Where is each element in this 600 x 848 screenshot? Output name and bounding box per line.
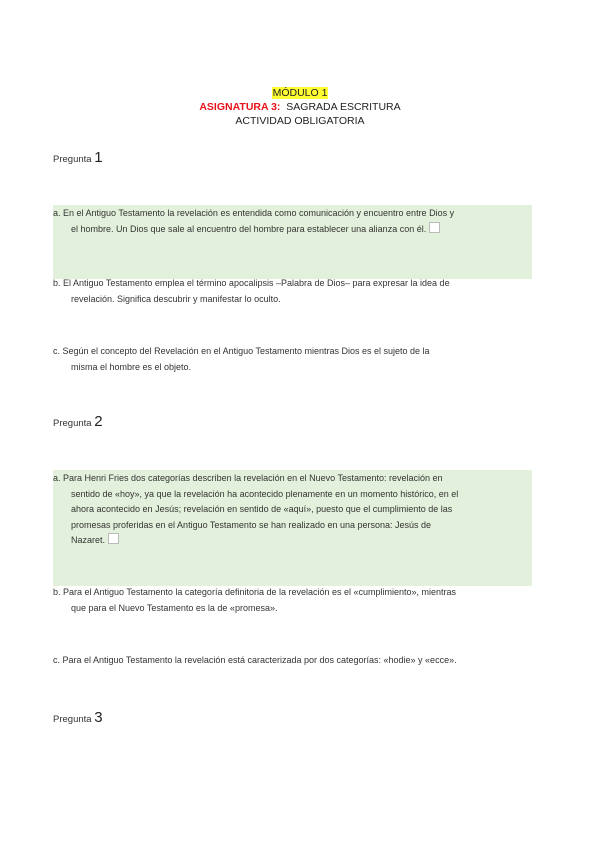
question-2-option-b[interactable] bbox=[53, 585, 532, 616]
option-line: el hombre. Un Dios que sale al encuentro del hombre para establecer una alianza con él. bbox=[53, 222, 532, 238]
activity-title: ACTIVIDAD OBLIGATORIA bbox=[235, 115, 365, 127]
question-2-option-c[interactable] bbox=[53, 653, 532, 669]
option-line: promesas proferidas en el Antiguo Testamento se han realizado en una persona: Jesús de bbox=[71, 519, 432, 530]
option-line: b. El Antiguo Testamento emplea el término apocalipsis –Palabra de Dios– para expresar la idea de bbox=[53, 278, 450, 288]
subject-name: SAGRADA ESCRITURA bbox=[286, 101, 401, 113]
checkbox-icon[interactable] bbox=[429, 222, 440, 233]
question-number: 2 bbox=[94, 413, 103, 430]
question-number: 1 bbox=[94, 149, 103, 166]
question-3-title bbox=[53, 709, 103, 726]
option-line: a. Para Henri Fries dos categorías describen la revelación en el Nuevo Testamento: revelación en bbox=[53, 473, 443, 483]
document-header bbox=[0, 86, 600, 128]
module-title: MÓDULO 1 bbox=[272, 87, 328, 99]
option-line: revelación. Significa descubrir y manifestar lo oculto. bbox=[71, 293, 281, 304]
option-line: c. Según el concepto del Revelación en el Antiguo Testamento mientras Dios es el sujeto de la bbox=[53, 346, 430, 356]
option-line: c. Para el Antiguo Testamento la revelación está caracterizada por dos categorías: «hodie» y «ecce». bbox=[53, 655, 457, 665]
subject-line bbox=[0, 100, 600, 114]
question-1-option-c[interactable] bbox=[53, 344, 532, 375]
option-line: Nazaret. bbox=[53, 533, 532, 549]
question-number: 3 bbox=[94, 709, 103, 726]
option-line: que para el Nuevo Testamento es la de «promesa». bbox=[71, 602, 278, 613]
checkbox-icon[interactable] bbox=[108, 533, 119, 544]
question-label: Pregunta bbox=[53, 714, 92, 725]
option-line: ahora acontecido en Jesús; revelación en sentido de «aquí», puesto que el cumplimiento de las bbox=[71, 504, 453, 514]
option-line: misma el hombre es el objeto. bbox=[71, 361, 192, 372]
question-1-title bbox=[53, 149, 103, 166]
question-1-option-b[interactable] bbox=[53, 276, 532, 307]
question-1-option-a[interactable] bbox=[53, 205, 532, 279]
subject-label: ASIGNATURA 3: bbox=[199, 101, 281, 113]
question-label: Pregunta bbox=[53, 418, 92, 429]
question-2-option-a[interactable] bbox=[53, 470, 532, 586]
option-line: a. En el Antiguo Testamento la revelación es entendida como comunicación y encuentro entre Dios y bbox=[53, 208, 455, 218]
question-2-title bbox=[53, 413, 103, 430]
question-label: Pregunta bbox=[53, 154, 92, 165]
option-line: sentido de «hoy», ya que la revelación ha acontecido plenamente en un momento histórico, en el bbox=[71, 488, 459, 499]
option-line: b. Para el Antiguo Testamento la categoría definitoria de la revelación es el «cumplimiento», mientras bbox=[53, 587, 457, 597]
